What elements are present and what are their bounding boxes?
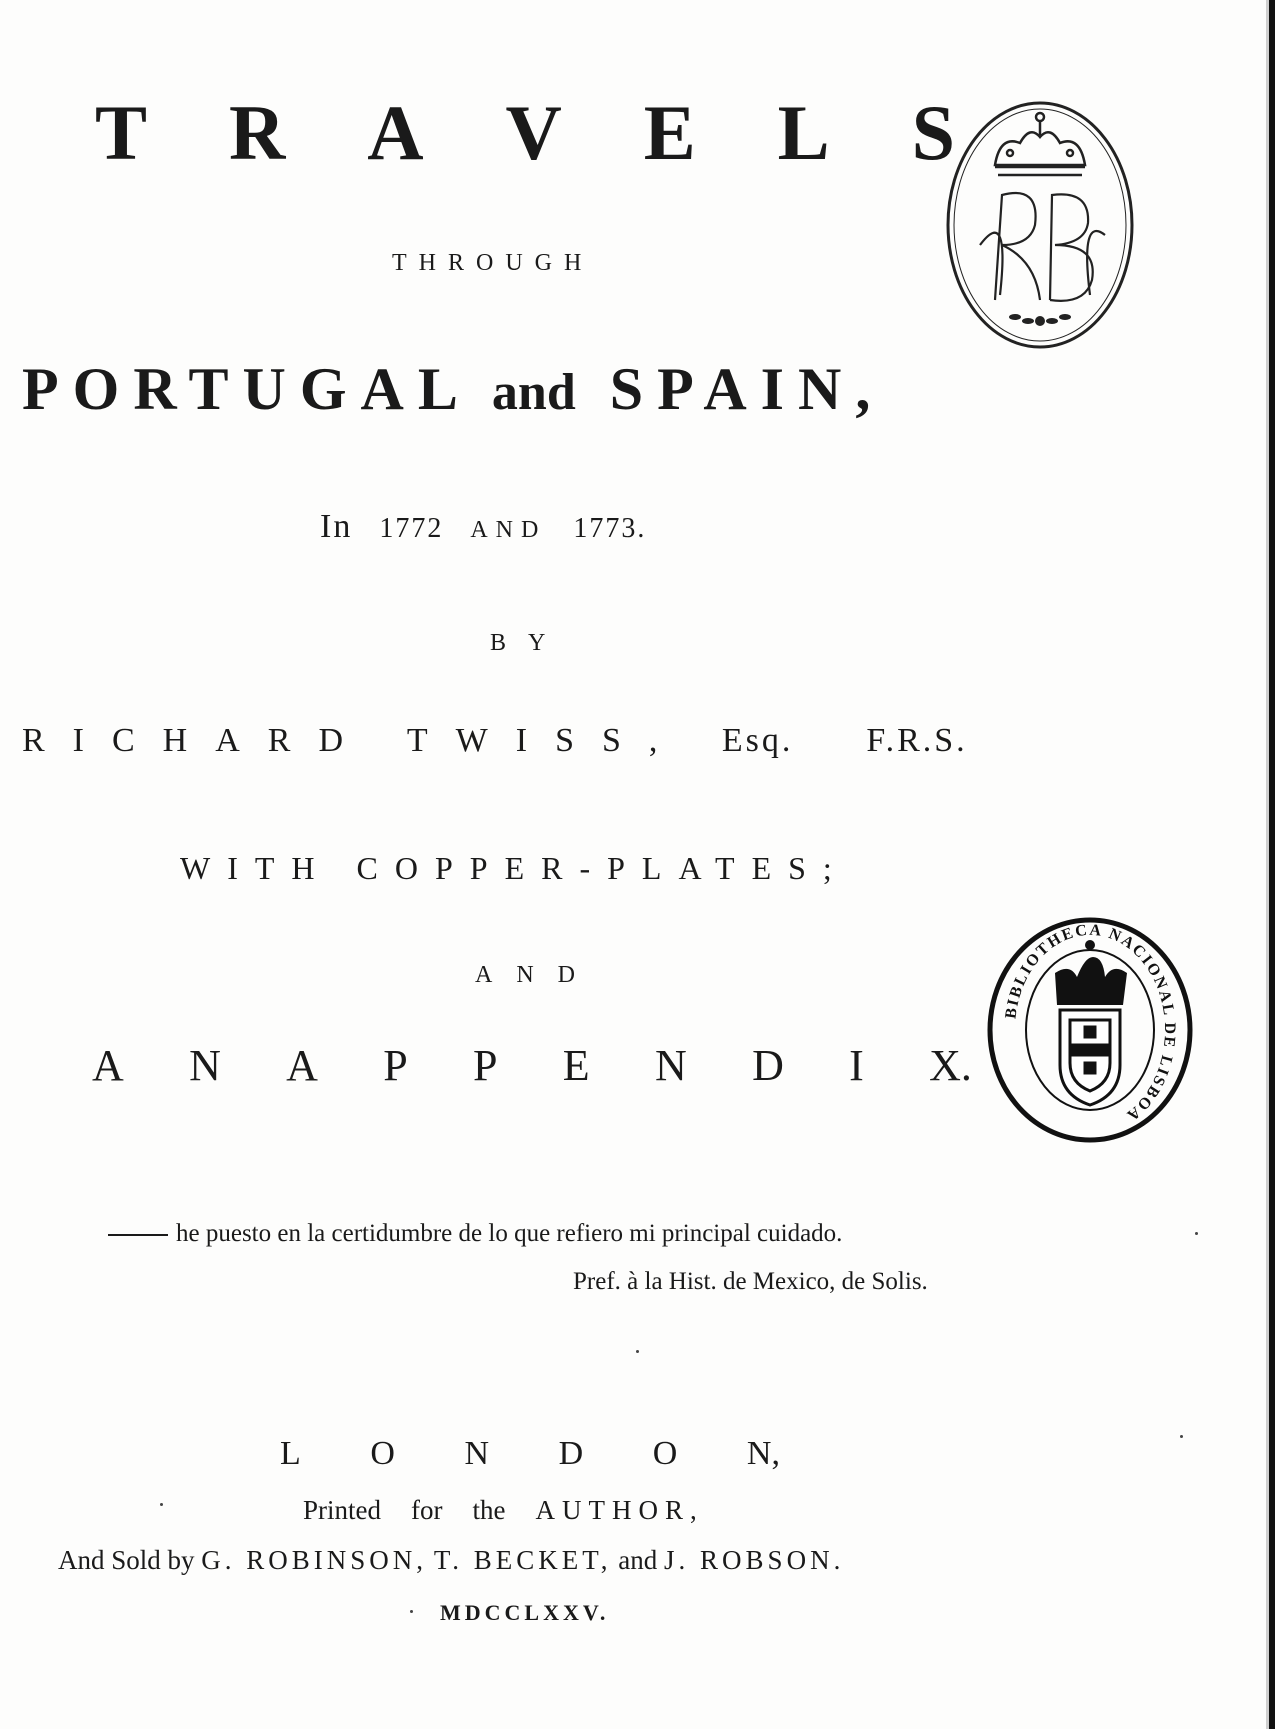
appendix-letter-1: N [189,1041,221,1090]
printed-w3: the [472,1495,506,1525]
monogram-stamp-icon [940,95,1140,355]
london-letter-2: N [464,1435,490,1472]
title-letter-5: L [777,89,830,176]
sold-robinson: G. ROBINSON, [201,1545,428,1575]
rb-monogram-icon [980,193,1105,301]
imprint-year: MDCCLXXV. [440,1600,610,1625]
epigraph-dash [108,1234,168,1236]
library-seal-icon [985,915,1195,1145]
sold-becket: T. BECKET, [433,1545,612,1575]
travel-dates [320,508,646,546]
london-letter-4: O [652,1435,678,1472]
appendix-letter-4: P [473,1041,498,1090]
word-and: and [491,364,576,421]
london-letter-5: N, [746,1435,780,1472]
sold-and: and [618,1545,658,1575]
appendix-letter-0: A [92,1041,124,1090]
appendix-letter-8: I [849,1041,864,1090]
imprint-city [280,1435,780,1473]
appendix-letter-9: X. [929,1041,972,1090]
epigraph-source: Pref. à la Hist. de Mexico, de Solis. [573,1268,928,1295]
word-spain: SPAIN, [609,356,885,422]
appendix-letter-6: N [654,1041,687,1090]
paper-speck [1180,1435,1183,1438]
epigraph-text: he puesto en la certidumbre de lo que refiero mi principal cuidado. [176,1220,843,1247]
seal-legend: BIBLIOTHECA NACIONAL DE LISBOA [1002,921,1179,1125]
title-letter-4: E [643,89,696,176]
crown-icon [995,113,1085,175]
dates-in: In [320,508,353,545]
appendix-letter-2: A [286,1041,318,1090]
paper-speck [636,1350,639,1353]
sold-robson: J. ROBSON. [664,1545,845,1575]
appendix-letter-3: P [383,1041,408,1090]
shield-icon [1060,1010,1120,1105]
imprint-sold-by [58,1545,844,1576]
printed-w2: for [411,1495,443,1525]
title-letter-3: V [505,89,562,176]
printed-author: AUTHOR, [535,1495,704,1525]
subtitle-countries [22,355,884,424]
appendix-letter-5: E [562,1041,590,1090]
author-frs: F.R.S. [866,722,968,759]
appendix-letter-7: D [752,1041,784,1090]
title-letter-1: R [228,89,286,176]
author-line [22,722,1022,760]
sold-lead: And Sold by [58,1545,195,1575]
title-letter-2: A [367,89,424,176]
paper-speck [1195,1232,1198,1235]
london-letter-1: O [370,1435,395,1472]
dates-year1: 1772 [379,513,444,544]
title-letter-6: S [911,89,955,176]
paper-speck [160,1503,163,1506]
paper-speck [410,1610,413,1613]
appendix-line [92,1040,972,1091]
copper-plates-line: WITH COPPER-PLATES; [180,850,849,886]
book-title [95,88,955,178]
subtitle-through: THROUGH [392,250,594,276]
page-edge-gray [1266,0,1269,1729]
author-esq: Esq. [721,722,794,759]
london-letter-3: D [558,1435,584,1472]
word-portugal: PORTUGAL [22,356,472,422]
seal-crown-icon [1055,940,1127,1005]
page-edge-shadow [1269,0,1275,1729]
by-line: BY [490,630,568,656]
laurel-icon [1009,314,1071,326]
dates-year2: 1773. [573,513,647,544]
dates-and: AND [470,517,547,543]
epigraph-quote [108,1220,842,1248]
and-line: AND [475,962,599,988]
title-letter-0: T [95,89,148,176]
london-letter-0: L [280,1435,301,1472]
printed-w1: Printed [303,1495,381,1525]
author-name: RICHARD TWISS, [22,722,686,759]
imprint-printed-for [303,1495,704,1526]
